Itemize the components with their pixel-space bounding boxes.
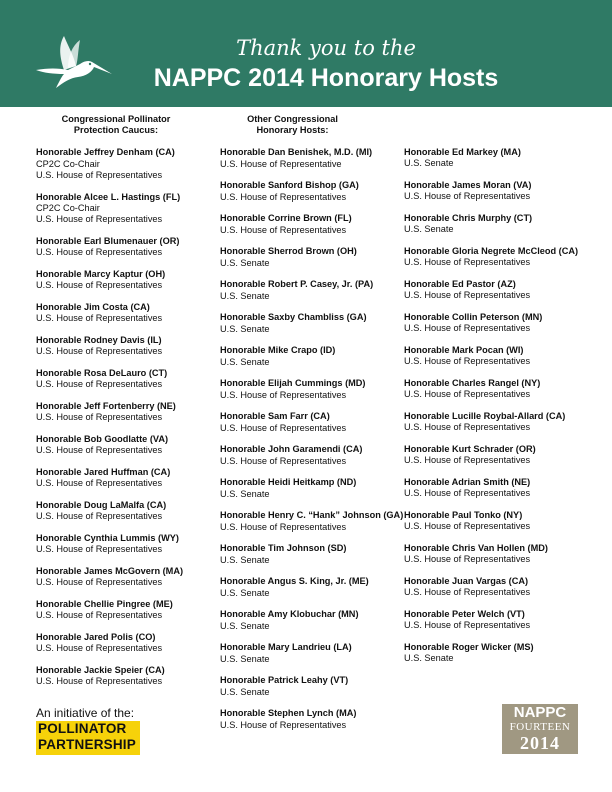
host-entry	[36, 434, 221, 456]
host-office: U.S. House of Representatives	[220, 224, 347, 235]
host-office: U.S. House of Representatives	[220, 455, 347, 466]
host-name: Honorable Mike Crapo (ID)	[220, 345, 336, 356]
host-name: Honorable Adrian Smith (NE)	[404, 477, 531, 487]
host-office: U.S. Senate	[220, 554, 270, 565]
host-office: U.S. Senate	[220, 257, 270, 268]
other-hosts-heading-line: Other Congressional	[247, 114, 338, 124]
host-name: Honorable Jared Polis (CO)	[36, 631, 156, 642]
host-name: Honorable Stephen Lynch (MA)	[220, 708, 357, 719]
host-name: Honorable Chellie Pingree (ME)	[36, 598, 173, 609]
host-entry	[220, 279, 405, 301]
host-office: U.S. House of Representatives	[36, 379, 163, 390]
third-column	[404, 147, 589, 675]
host-office: U.S. House of Representative	[220, 158, 342, 169]
host-name: Honorable Angus S. King, Jr. (ME)	[220, 576, 369, 587]
host-name: Honorable Kurt Schrader (OR)	[404, 444, 536, 454]
host-entry	[220, 213, 405, 235]
nappc-logo-line: NAPPC	[513, 704, 567, 721]
pollinator-partnership-logo	[36, 721, 140, 755]
caucus-column	[36, 114, 221, 698]
host-entry	[36, 533, 221, 555]
host-office: U.S. House of Representatives	[36, 643, 163, 654]
host-office: U.S. House of Representatives	[404, 191, 531, 202]
host-name: Honorable Charles Rangel (NY)	[404, 378, 541, 388]
host-office: U.S. House of Representatives	[404, 389, 531, 400]
host-office: U.S. Senate	[220, 620, 270, 631]
host-office: U.S. House of Representatives	[404, 455, 531, 466]
host-entry	[220, 411, 405, 433]
nappc-logo-line: FOURTEEN	[509, 721, 571, 733]
host-name: Honorable James Moran (VA)	[404, 180, 532, 190]
header-subtitle: Thank you to the	[236, 36, 416, 60]
host-entry	[36, 192, 221, 226]
host-office: CP2C Co-Chair	[36, 202, 100, 213]
host-entry	[36, 566, 221, 588]
host-entry	[220, 675, 405, 697]
host-office: U.S. House of Representatives	[36, 280, 163, 291]
page-title: NAPPC 2014 Honorary Hosts	[153, 64, 499, 92]
host-office: U.S. Senate	[404, 158, 454, 169]
host-entry	[404, 411, 589, 433]
host-entry	[220, 609, 405, 631]
host-office: U.S. House of Representatives	[220, 389, 347, 400]
host-name: Honorable Lucille Roybal-Allard (CA)	[404, 411, 566, 421]
host-name: Honorable Elijah Cummings (MD)	[220, 378, 366, 389]
host-name: Honorable Earl Blumenauer (OR)	[36, 235, 180, 246]
caucus-heading-line: Congressional Pollinator	[61, 114, 171, 124]
host-entry	[404, 147, 589, 169]
host-entry	[36, 269, 221, 291]
host-entry	[404, 246, 589, 268]
host-office: U.S. House of Representatives	[404, 422, 531, 433]
host-office: U.S. House of Representatives	[220, 191, 347, 202]
host-office: U.S. House of Representatives	[404, 521, 531, 532]
host-entry	[36, 147, 221, 181]
host-name: Honorable Rodney Davis (IL)	[36, 334, 162, 345]
host-office: U.S. House of Representatives	[36, 610, 163, 621]
host-name: Honorable Sherrod Brown (OH)	[220, 246, 357, 257]
host-name: Honorable Peter Welch (VT)	[404, 609, 525, 619]
host-entry	[220, 576, 405, 598]
caucus-heading	[36, 114, 196, 136]
host-name: Honorable Corrine Brown (FL)	[220, 213, 352, 224]
host-name: Honorable Mark Pocan (WI)	[404, 345, 524, 355]
host-office: U.S. House of Representatives	[36, 445, 163, 456]
host-office: U.S. House of Representatives	[36, 676, 163, 687]
host-name: Honorable Chris Murphy (CT)	[404, 213, 533, 223]
host-name: Honorable Jared Huffman (CA)	[36, 466, 171, 477]
host-entry	[36, 665, 221, 687]
host-office: U.S. House of Representatives	[36, 412, 163, 423]
host-entry	[404, 180, 589, 202]
nappc-2014-logo	[502, 704, 578, 754]
host-name: Honorable Alcee L. Hastings (FL)	[36, 191, 181, 202]
host-name: Honorable Sanford Bishop (GA)	[220, 180, 359, 191]
host-office: U.S. House of Representatives	[36, 478, 163, 489]
other-hosts-list	[220, 147, 405, 730]
host-name: Honorable Jim Costa (CA)	[36, 301, 150, 312]
host-office: U.S. House of Representatives	[36, 169, 163, 180]
host-name: Honorable Cynthia Lummis (WY)	[36, 532, 179, 543]
host-name: Honorable Amy Klobuchar (MN)	[220, 609, 359, 620]
host-office: U.S. Senate	[220, 587, 270, 598]
host-name: Honorable Chris Van Hollen (MD)	[404, 543, 548, 553]
host-office: U.S. House of Representatives	[36, 214, 163, 225]
other-hosts-heading-line: Honorary Hosts:	[256, 125, 329, 136]
host-name: Honorable Marcy Kaptur (OH)	[36, 268, 166, 279]
host-name: Honorable Heidi Heitkamp (ND)	[220, 477, 357, 488]
host-name: Honorable Patrick Leahy (VT)	[220, 675, 349, 686]
host-entry	[220, 312, 405, 334]
host-office: U.S. Senate	[220, 686, 270, 697]
host-entry	[404, 510, 589, 532]
host-office: U.S. Senate	[220, 488, 270, 499]
host-entry	[404, 477, 589, 499]
host-entry	[220, 147, 405, 169]
pollinator-logo-line: PARTNERSHIP	[38, 737, 136, 752]
host-name: Honorable Juan Vargas (CA)	[404, 576, 529, 586]
host-entry	[404, 279, 589, 301]
host-entry	[220, 180, 405, 202]
host-name: Honorable Collin Peterson (MN)	[404, 312, 543, 322]
other-hosts-column	[220, 114, 405, 741]
host-office: U.S. House of Representatives	[36, 577, 163, 588]
host-name: Honorable John Garamendi (CA)	[220, 444, 363, 455]
host-office: U.S. Senate	[404, 224, 454, 235]
host-name: Honorable Ed Pastor (AZ)	[404, 279, 516, 289]
host-office: U.S. House of Representatives	[404, 356, 531, 367]
caucus-list	[36, 147, 221, 687]
host-entry	[404, 543, 589, 565]
host-entry	[36, 500, 221, 522]
nappc-logo-line: 2014	[520, 733, 560, 753]
host-entry	[220, 510, 405, 532]
host-name: Honorable Rosa DeLauro (CT)	[36, 367, 168, 378]
host-office: U.S. House of Representatives	[220, 719, 347, 730]
host-office: U.S. House of Representatives	[36, 313, 163, 324]
other-hosts-heading	[220, 114, 365, 136]
host-office: U.S. House of Representatives	[404, 488, 531, 499]
host-office: U.S. House of Representatives	[404, 620, 531, 631]
host-office: U.S. House of Representatives	[220, 422, 347, 433]
host-name: Honorable Saxby Chambliss (GA)	[220, 312, 367, 323]
host-name: Honorable Roger Wicker (MS)	[404, 642, 534, 652]
host-entry	[220, 444, 405, 466]
host-name: Honorable Gloria Negrete McCleod (CA)	[404, 246, 579, 256]
host-name: Honorable Ed Markey (MA)	[404, 147, 521, 157]
host-entry	[404, 213, 589, 235]
caucus-heading-line: Protection Caucus:	[73, 125, 159, 136]
host-name: Honorable Tim Johnson (SD)	[220, 543, 347, 554]
host-entry	[220, 246, 405, 268]
host-office: U.S. Senate	[220, 653, 270, 664]
host-name: Honorable Jeffrey Denham (CA)	[36, 147, 175, 158]
host-office: U.S. House of Representatives	[404, 323, 531, 334]
host-entry	[220, 543, 405, 565]
host-name: Honorable Sam Farr (CA)	[220, 411, 330, 422]
host-office: U.S. House of Representatives	[36, 247, 163, 258]
host-name: Honorable Bob Goodlatte (VA)	[36, 433, 169, 444]
host-entry	[404, 576, 589, 598]
host-entry	[36, 302, 221, 324]
host-entry	[404, 642, 589, 664]
host-entry	[36, 401, 221, 423]
host-office: U.S. House of Representatives	[404, 257, 531, 268]
host-entry	[36, 632, 221, 654]
host-entry	[404, 312, 589, 334]
pollinator-logo-line: POLLINATOR	[38, 721, 127, 736]
third-list	[404, 147, 589, 664]
host-entry	[404, 378, 589, 400]
host-name: Honorable Henry C. “Hank” Johnson (GA)	[220, 510, 404, 521]
host-office: U.S. Senate	[220, 323, 270, 334]
host-office: U.S. House of Representatives	[404, 290, 531, 301]
host-entry	[220, 345, 405, 367]
host-office: U.S. House of Representatives	[36, 346, 163, 357]
host-entry	[404, 345, 589, 367]
host-entry	[36, 368, 221, 390]
host-office: U.S. House of Representatives	[404, 587, 531, 598]
host-entry	[404, 609, 589, 631]
host-office: U.S. House of Representatives	[220, 521, 347, 532]
host-name: Honorable Mary Landrieu (LA)	[220, 642, 352, 653]
initiative-label: An initiative of the:	[36, 706, 135, 720]
host-office: U.S. House of Representatives	[36, 544, 163, 555]
host-entry	[220, 378, 405, 400]
host-name: Honorable Jeff Fortenberry (NE)	[36, 400, 176, 411]
host-entry	[36, 599, 221, 621]
host-name: Honorable James McGovern (MA)	[36, 565, 184, 576]
host-entry	[36, 335, 221, 357]
host-office: U.S. Senate	[220, 356, 270, 367]
host-office: U.S. Senate	[220, 290, 270, 301]
host-entry	[36, 236, 221, 258]
host-entry	[404, 444, 589, 466]
host-office: CP2C Co-Chair	[36, 158, 100, 169]
host-name: Honorable Jackie Speier (CA)	[36, 664, 165, 675]
host-entry	[220, 642, 405, 664]
host-name: Honorable Doug LaMalfa (CA)	[36, 499, 167, 510]
host-name: Honorable Dan Benishek, M.D. (MI)	[220, 147, 373, 158]
host-entry	[220, 708, 405, 730]
host-office: U.S. House of Representatives	[36, 511, 163, 522]
header-banner	[0, 0, 612, 107]
host-name: Honorable Paul Tonko (NY)	[404, 510, 523, 520]
host-office: U.S. House of Representatives	[404, 554, 531, 565]
host-entry	[220, 477, 405, 499]
host-office: U.S. Senate	[404, 653, 454, 664]
host-name: Honorable Robert P. Casey, Jr. (PA)	[220, 279, 374, 290]
host-entry	[36, 467, 221, 489]
